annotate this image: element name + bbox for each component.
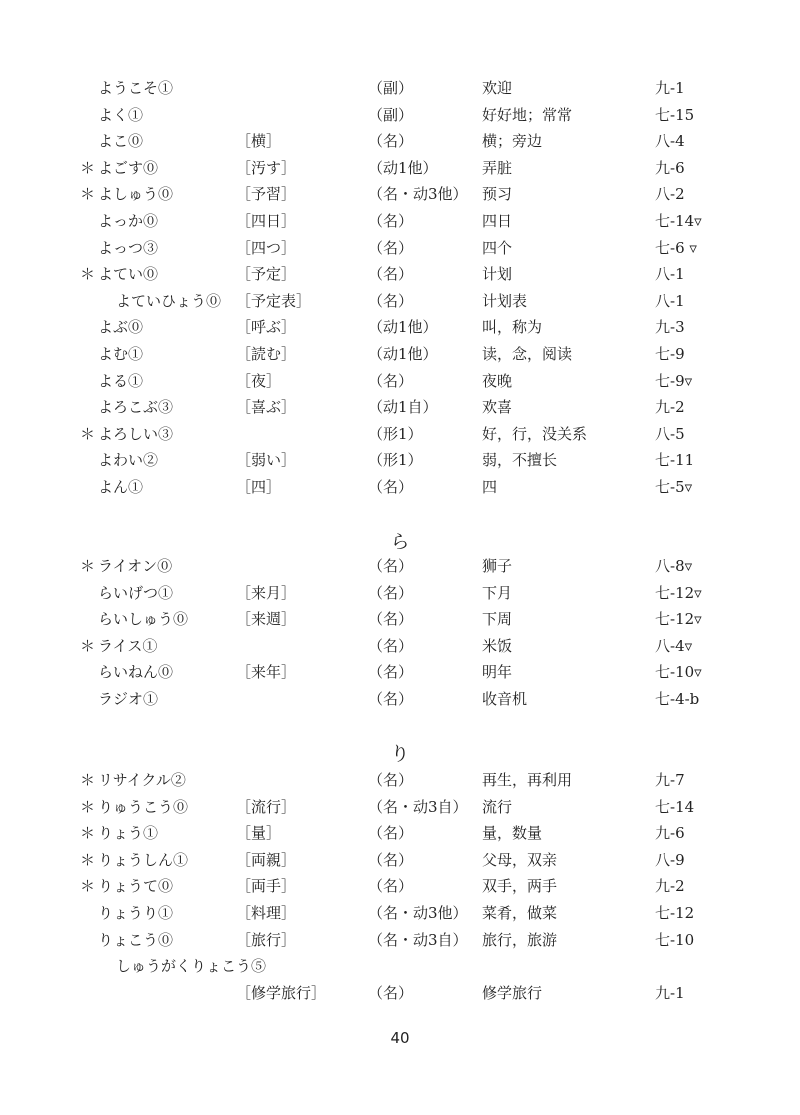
- entry-reading: リサイクル②: [98, 771, 186, 789]
- entry-reading: よろこぶ③: [98, 398, 174, 417]
- star-marker: ＊: [80, 771, 96, 789]
- entry-reading: よこ⓪: [98, 132, 144, 151]
- entry-part-of-speech: （副）: [368, 79, 414, 97]
- entry-lesson: 八-9: [655, 850, 685, 869]
- list-item: [0, 181, 800, 208]
- entry-reading: しゅうがくりょこう⑤: [116, 957, 267, 976]
- entry-kanji: ［両親］: [236, 850, 297, 869]
- entry-reading: りょうて⓪: [98, 877, 174, 896]
- entry-meaning: 弱，不擅长: [482, 451, 558, 470]
- entry-reading: ライス①: [98, 636, 158, 655]
- entry-part-of-speech: （名）: [368, 211, 414, 230]
- list-item: [0, 288, 800, 315]
- list-item: [0, 421, 800, 448]
- entry-meaning: 读，念，阅读: [482, 344, 573, 363]
- entry-lesson: 七-15: [655, 105, 695, 124]
- entry-lesson: 七-4-b: [655, 689, 700, 708]
- entry-meaning: 欢喜: [482, 398, 513, 417]
- entry-reading: よぶ⓪: [98, 318, 144, 337]
- entry-meaning: 双手，两手: [482, 877, 558, 896]
- entry-meaning: 好，行，没关系: [482, 424, 588, 443]
- list-item: [0, 341, 800, 368]
- entry-lesson: 九-2: [655, 398, 685, 417]
- entry-meaning: 修学旅行: [482, 983, 543, 1002]
- entry-lesson: 九-6: [655, 158, 685, 177]
- entry-part-of-speech: （名）: [368, 291, 414, 310]
- entry-part-of-speech: （形1）: [368, 451, 423, 470]
- entry-reading: よていひょう⓪: [116, 291, 222, 310]
- list-item: [0, 686, 800, 713]
- entry-lesson: 八-1: [655, 291, 685, 310]
- entry-reading: らいげつ①: [98, 583, 174, 602]
- page-number: 40: [390, 1029, 410, 1047]
- entry-part-of-speech: （名）: [368, 371, 414, 390]
- entry-part-of-speech: （名）: [368, 610, 414, 629]
- entry-reading: よく①: [98, 105, 144, 124]
- entry-meaning: 四: [482, 477, 498, 496]
- list-item: [0, 953, 800, 980]
- entry-reading: らいしゅう⓪: [98, 610, 189, 629]
- star-marker: ＊: [80, 424, 96, 443]
- entry-reading: りょうり①: [98, 903, 174, 922]
- entry-lesson: 七-9: [655, 344, 685, 363]
- entry-part-of-speech: （名）: [368, 583, 414, 602]
- list-item: [0, 474, 800, 501]
- entry-meaning: 下周: [482, 610, 513, 629]
- entry-lesson: 七-14: [655, 797, 695, 816]
- star-marker: ＊: [80, 877, 96, 896]
- entry-part-of-speech: （名）: [368, 771, 414, 789]
- entry-part-of-speech: （名）: [368, 477, 414, 496]
- entry-meaning: 四日: [482, 211, 513, 230]
- list-item: [0, 447, 800, 474]
- list-item: [0, 155, 800, 182]
- entry-lesson: 九-1: [655, 983, 685, 1002]
- star-marker: ＊: [80, 850, 96, 869]
- entry-lesson: 八-5: [655, 424, 685, 443]
- entry-meaning: 四个: [482, 238, 513, 257]
- entry-reading: ようこそ①: [98, 79, 174, 97]
- star-marker: ＊: [80, 158, 96, 177]
- entry-part-of-speech: （名）: [368, 877, 414, 896]
- entry-meaning: 父母，双亲: [482, 850, 558, 869]
- entry-lesson: 七-6 ▿: [655, 238, 697, 257]
- entry-part-of-speech: （名）: [368, 265, 414, 284]
- entry-part-of-speech: （名）: [368, 983, 414, 1002]
- entry-meaning: 预习: [482, 185, 513, 204]
- entry-meaning: 好好地；常常: [482, 105, 573, 124]
- entry-kanji: ［汚す］: [236, 158, 297, 177]
- star-marker: ＊: [80, 265, 96, 284]
- list-item: [0, 235, 800, 262]
- entry-meaning: 再生，再利用: [482, 771, 573, 789]
- list-item: [0, 847, 800, 874]
- entry-lesson: 七-10▿: [655, 663, 702, 682]
- entry-part-of-speech: （名）: [368, 636, 414, 655]
- entry-reading: よっか⓪: [98, 211, 159, 230]
- entry-kanji: ［四つ］: [236, 238, 297, 257]
- list-item: [0, 820, 800, 847]
- entry-kanji: ［両手］: [236, 877, 297, 896]
- list-item: [0, 102, 800, 129]
- entry-lesson: 九-6: [655, 824, 685, 843]
- entry-kanji: ［来年］: [236, 663, 297, 682]
- entry-kanji: ［量］: [236, 824, 282, 843]
- entry-part-of-speech: （名）: [368, 663, 414, 682]
- entry-reading: よごす⓪: [98, 158, 159, 177]
- list-item: [0, 553, 800, 580]
- entry-lesson: 九-1: [655, 79, 685, 97]
- entry-meaning: 流行: [482, 797, 513, 816]
- entry-meaning: 叫，称为: [482, 318, 543, 337]
- entry-lesson: 七-11: [655, 451, 695, 470]
- entry-reading: りょこう⓪: [98, 930, 174, 949]
- entry-part-of-speech: （名）: [368, 132, 414, 151]
- entry-part-of-speech: （名）: [368, 689, 414, 708]
- star-marker: ＊: [80, 824, 96, 843]
- entry-lesson: 七-9▿: [655, 371, 693, 390]
- section-yo: [0, 75, 800, 501]
- entry-lesson: 九-2: [655, 877, 685, 896]
- list-item: [0, 633, 800, 660]
- star-marker: ＊: [80, 797, 96, 816]
- list-item: [0, 368, 800, 395]
- entry-reading: よてい⓪: [98, 265, 159, 284]
- list-item: [0, 900, 800, 927]
- entry-part-of-speech: （动1自）: [368, 398, 438, 417]
- entry-kanji: ［四］: [236, 477, 282, 496]
- entry-reading: よわい②: [98, 451, 159, 470]
- entry-meaning: 狮子: [482, 557, 513, 575]
- entry-reading: りょう①: [98, 824, 159, 843]
- entry-lesson: 八-1: [655, 265, 685, 284]
- entry-reading: よる①: [98, 371, 144, 390]
- entry-meaning: 弄脏: [482, 158, 513, 177]
- entry-meaning: 欢迎: [482, 79, 513, 97]
- entry-lesson: 九-7: [655, 771, 685, 789]
- list-item: [0, 794, 800, 821]
- section-ri: [0, 767, 800, 1006]
- entry-meaning: 下月: [482, 583, 513, 602]
- entry-kanji: ［来週］: [236, 610, 297, 629]
- entry-reading: よん①: [98, 477, 144, 496]
- list-item: [0, 659, 800, 686]
- entry-part-of-speech: （动1他）: [368, 344, 438, 363]
- entry-kanji: ［旅行］: [236, 930, 297, 949]
- star-marker: ＊: [80, 185, 96, 204]
- list-item: [0, 314, 800, 341]
- entry-lesson: 八-2: [655, 185, 685, 204]
- entry-lesson: 八-8▿: [655, 557, 693, 575]
- entry-part-of-speech: （动1他）: [368, 318, 438, 337]
- list-item: [0, 980, 800, 1007]
- entry-kanji: ［来月］: [236, 583, 297, 602]
- entry-part-of-speech: （副）: [368, 105, 414, 124]
- entry-kanji: ［喜ぶ］: [236, 398, 297, 417]
- entry-lesson: 八-4▿: [655, 636, 693, 655]
- entry-part-of-speech: （名）: [368, 557, 414, 575]
- entry-part-of-speech: （动1他）: [368, 158, 438, 177]
- entry-kanji: ［料理］: [236, 903, 297, 922]
- list-item: [0, 606, 800, 633]
- entry-kanji: ［横］: [236, 132, 282, 151]
- entry-part-of-speech: （名・动3他）: [368, 185, 468, 204]
- entry-lesson: 九-3: [655, 318, 685, 337]
- entry-meaning: 夜晚: [482, 371, 513, 390]
- list-item: [0, 261, 800, 288]
- entry-reading: よむ①: [98, 344, 144, 363]
- entry-lesson: 七-10: [655, 930, 695, 949]
- entry-kanji: ［予習］: [236, 185, 297, 204]
- list-item: [0, 394, 800, 421]
- list-item: [0, 580, 800, 607]
- entry-lesson: 七-12▿: [655, 610, 702, 629]
- list-item: [0, 873, 800, 900]
- entry-meaning: 米饭: [482, 636, 513, 655]
- entry-reading: ラジオ①: [98, 689, 159, 708]
- entry-part-of-speech: （名）: [368, 238, 414, 257]
- list-item: [0, 75, 800, 102]
- section-ra: [0, 553, 800, 713]
- entry-part-of-speech: （名・动3他）: [368, 903, 468, 922]
- entry-lesson: 七-12: [655, 903, 695, 922]
- entry-reading: りゅうこう⓪: [98, 797, 189, 816]
- entry-kanji: ［読む］: [236, 344, 297, 363]
- entry-kanji: ［呼ぶ］: [236, 318, 297, 337]
- entry-kanji: ［修学旅行］: [236, 983, 327, 1002]
- entry-meaning: 横；旁边: [482, 132, 543, 151]
- entry-kanji: ［流行］: [236, 797, 297, 816]
- section-heading-ri: り: [390, 743, 410, 765]
- entry-kanji: ［予定］: [236, 265, 297, 284]
- entry-meaning: 计划表: [482, 291, 528, 310]
- entry-part-of-speech: （形1）: [368, 424, 423, 443]
- star-marker: ＊: [80, 636, 96, 655]
- list-item: [0, 128, 800, 155]
- entry-kanji: ［夜］: [236, 371, 282, 390]
- entry-meaning: 旅行，旅游: [482, 930, 558, 949]
- entry-meaning: 明年: [482, 663, 513, 682]
- entry-meaning: 量，数量: [482, 824, 543, 843]
- entry-part-of-speech: （名）: [368, 850, 414, 869]
- list-item: [0, 927, 800, 954]
- entry-reading: よしゅう⓪: [98, 185, 174, 204]
- entry-lesson: 七-12▿: [655, 583, 702, 602]
- entry-reading: らいねん⓪: [98, 663, 174, 682]
- entry-kanji: ［予定表］: [236, 291, 312, 310]
- entry-reading: ライオン⓪: [98, 557, 173, 575]
- entry-reading: りょうしん①: [98, 850, 189, 869]
- entry-kanji: ［弱い］: [236, 451, 297, 470]
- entry-kanji: ［四日］: [236, 211, 297, 230]
- list-item: [0, 208, 800, 235]
- list-item: [0, 767, 800, 794]
- entry-reading: よっつ③: [98, 238, 159, 257]
- entry-part-of-speech: （名）: [368, 824, 414, 843]
- section-heading-ra: ら: [390, 531, 410, 553]
- entry-meaning: 收音机: [482, 689, 528, 708]
- entry-part-of-speech: （名・动3自）: [368, 797, 468, 816]
- star-marker: ＊: [80, 557, 96, 575]
- entry-lesson: 七-14▿: [655, 211, 702, 230]
- entry-meaning: 菜肴，做菜: [482, 903, 558, 922]
- entry-lesson: 八-4: [655, 132, 685, 151]
- entry-reading: よろしい③: [98, 424, 174, 443]
- entry-meaning: 计划: [482, 265, 513, 284]
- entry-part-of-speech: （名・动3自）: [368, 930, 468, 949]
- entry-lesson: 七-5▿: [655, 477, 693, 496]
